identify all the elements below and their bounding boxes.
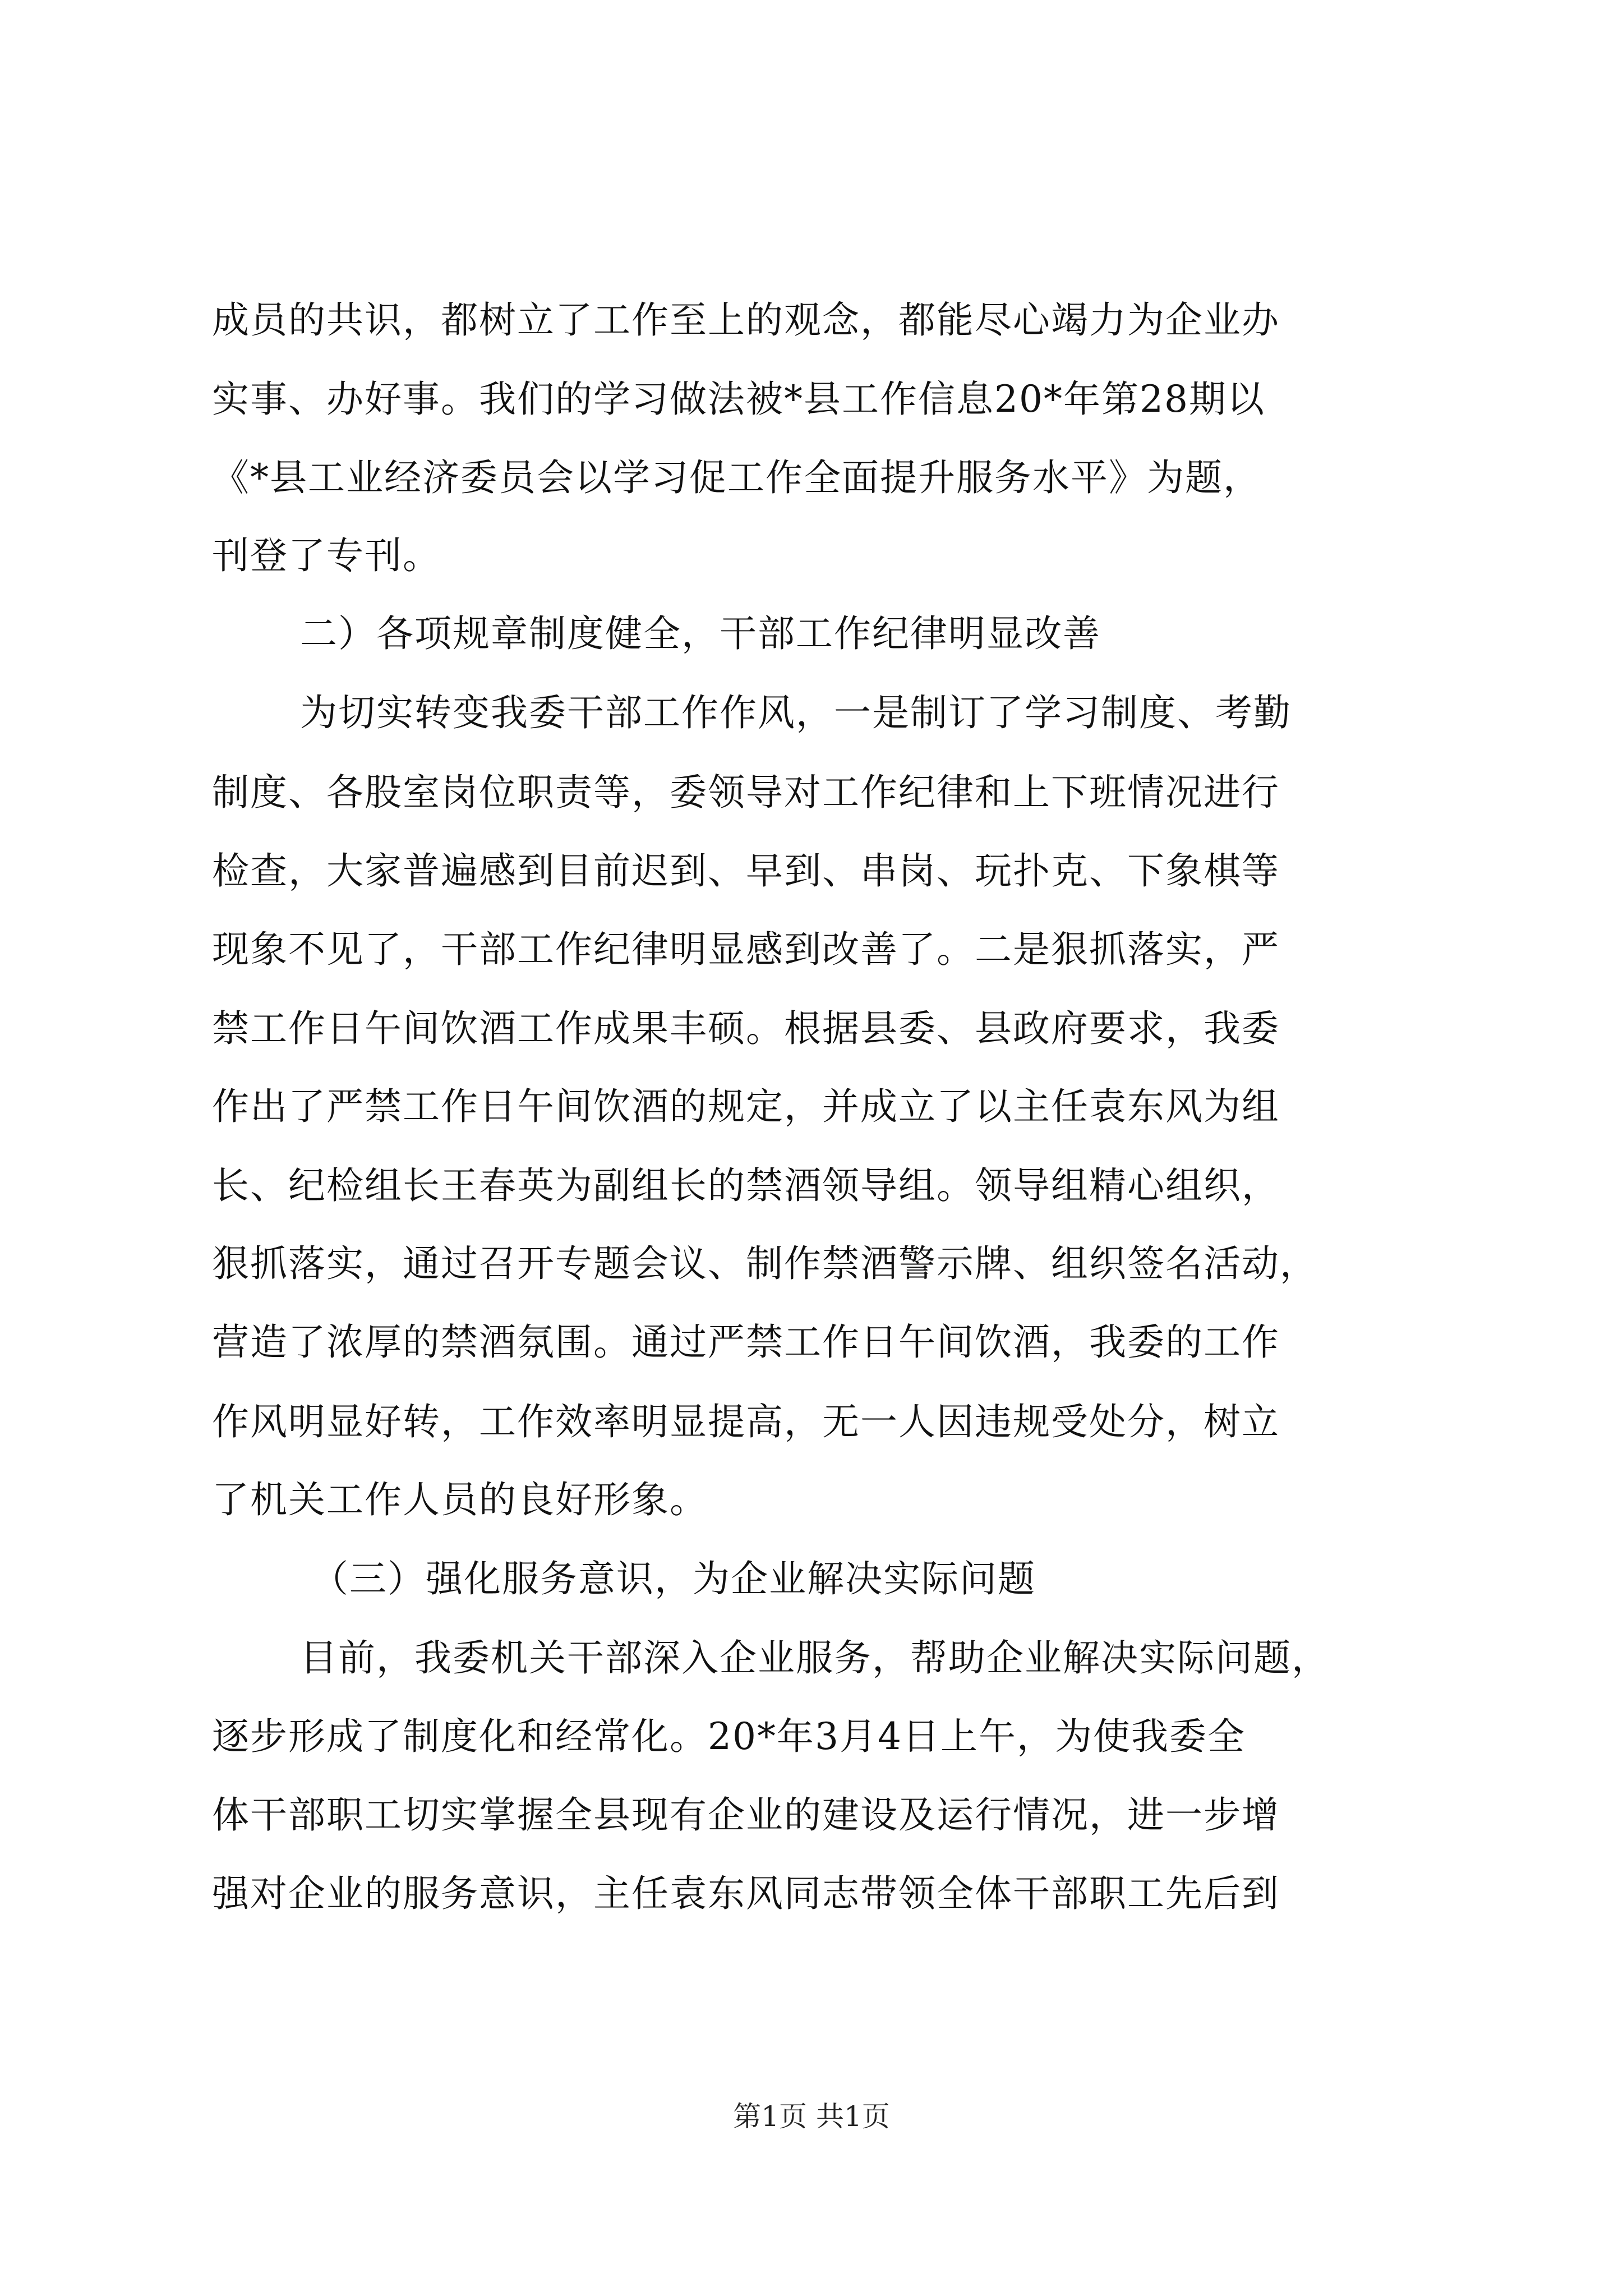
paragraph-line: 营造了浓厚的禁酒氛围。通过严禁工作日午间饮酒，我委的工作 (212, 1320, 1280, 1364)
paragraph-line: 作出了严禁工作日午间饮酒的规定，并成立了以主任袁东风为组 (212, 1085, 1280, 1128)
paragraph-line: 目前，我委机关干部深入企业服务，帮助企业解决实际问题， (300, 1636, 1330, 1680)
paragraph-line: 狠抓落实，通过召开专题会议、制作禁酒警示牌、组织签名活动， (212, 1242, 1318, 1285)
paragraph-line: 检查，大家普遍感到目前迟到、早到、串岗、玩扑克、下象棋等 (212, 849, 1280, 892)
paragraph-line: 长、纪检组长王春英为副组长的禁酒领导组。领导组精心组织， (212, 1164, 1280, 1207)
paragraph-line: 逐步形成了制度化和经常化。20*年3月4日上午，为使我委全 (212, 1715, 1246, 1758)
paragraph-line: 为切实转变我委干部工作作风，一是制订了学习制度、考勤 (300, 691, 1292, 734)
section-heading-3: （三）强化服务意识，为企业解决实际问题 (311, 1557, 1036, 1600)
paragraph-line: 体干部职工切实掌握全县现有企业的建设及运行情况，进一步增 (212, 1793, 1280, 1837)
paragraph-line: 《*县工业经济委员会以学习促工作全面提升服务水平》为题， (212, 456, 1261, 499)
paragraph-line: 禁工作日午间饮酒工作成果丰硕。根据县委、县政府要求，我委 (212, 1007, 1280, 1050)
paragraph-line: 刊登了专刊。 (212, 534, 441, 577)
paragraph-line: 作风明显好转，工作效率明显提高，无一人因违规受处分，树立 (212, 1400, 1280, 1443)
paragraph-line: 了机关工作人员的良好形象。 (212, 1478, 708, 1521)
paragraph-line: 实事、办好事。我们的学习做法被*县工作信息20*年第28期以 (212, 378, 1265, 421)
section-heading-2: 二）各项规章制度健全，干部工作纪律明显改善 (300, 612, 1101, 655)
paragraph-line: 制度、各股室岗位职责等，委领导对工作纪律和上下班情况进行 (212, 771, 1280, 814)
paragraph-line: 现象不见了，干部工作纪律明显感到改善了。二是狠抓落实，严 (212, 928, 1280, 971)
paragraph-line: 强对企业的服务意识，主任袁东风同志带领全体干部职工先后到 (212, 1872, 1280, 1915)
page-footer: 第1页 共1页 (733, 2100, 890, 2133)
paragraph-line: 成员的共识，都树立了工作至上的观念，都能尽心竭力为企业办 (212, 298, 1280, 342)
